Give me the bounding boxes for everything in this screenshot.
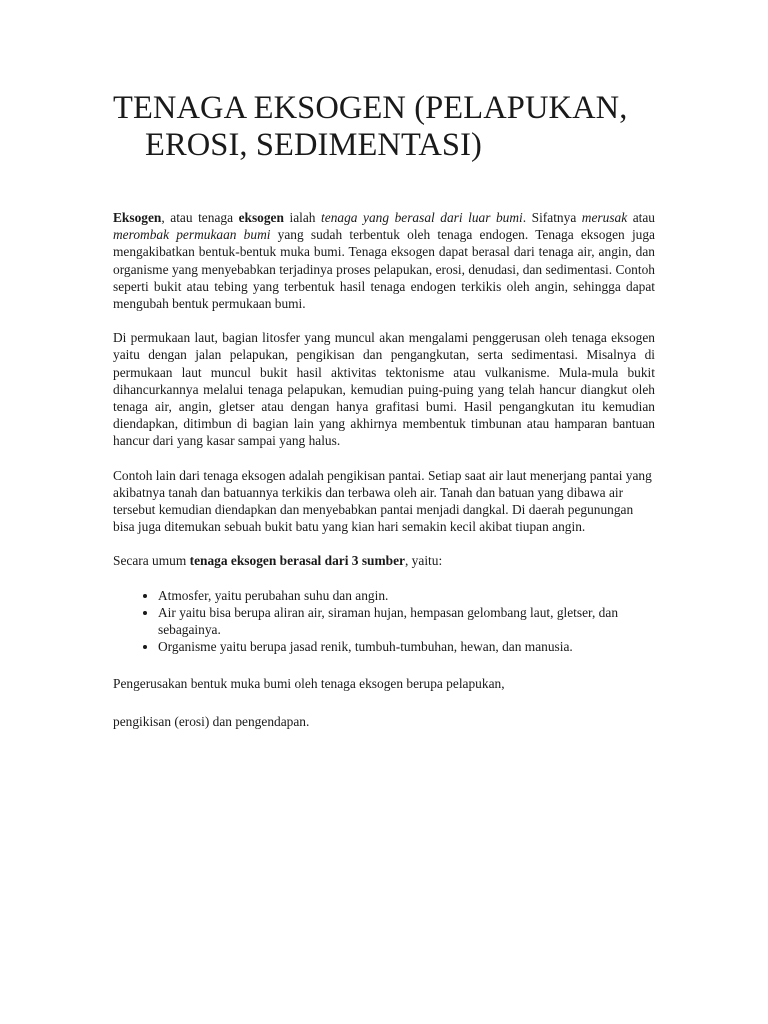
paragraph-1: Eksogen, atau tenaga eksogen ialah tenaga yang berasal dari luar bumi. Sifatnya merusak atau merombak permukaan bumi yang sudah terbentuk oleh tenaga endogen. Tenaga eksogen juga mengakibatkan bentuk-bentuk muka bumi. Tenaga eksogen dapat berasal dari tenaga air, angin, dan organisme yang menyebabkan terjadinya proses pelapukan, erosi, denudasi, dan sedimentasi. Contoh seperti bukit atau tebing yang terbentuk hasil tenaga endogen terkikis oleh angin, sehingga dapat mengubah bentuk permukaan bumi. — [113, 210, 656, 312]
term-eksogen: Eksogen — [113, 210, 162, 225]
title-line-2: EROSI, SEDIMENTASI) — [145, 127, 482, 163]
paragraph-5: Pengerusakan bentuk muka bumi oleh tenaga eksogen berupa pelapukan, — [113, 676, 505, 692]
list-item: • Organisme yaitu berupa jasad renik, tumbuh-tumbuhan, hewan, dan manusia. — [158, 638, 655, 655]
term-eksogen-2: eksogen — [238, 210, 284, 225]
page-title — [113, 90, 673, 164]
paragraph-4: Secara umum tenaga eksogen berasal dari 3 sumber, yaitu: — [113, 553, 443, 569]
list-item: • Atmosfer, yaitu perubahan suhu dan angin. — [158, 587, 655, 604]
title-line-1: TENAGA EKSOGEN (PELAPUKAN, — [113, 90, 628, 126]
paragraph-3: Contoh lain dari tenaga eksogen adalah pengikisan pantai. Setiap saat air laut menerjang pantai yang akibatnya tanah dan batuannya terkikis dan terbawa oleh air. Tanah dan batuan yang dibawa air tersebut kemudian diendapkan dan menyebabkan pantai menjadi dangkal. Di daerah pegunungan bisa juga ditemukan sebuah bukit batu yang kian hari semakin kecil akibat tiupan angin. — [113, 467, 652, 535]
paragraph-6: pengikisan (erosi) dan pengendapan. — [113, 713, 310, 729]
definition-italic: tenaga yang berasal dari luar bumi — [321, 210, 523, 225]
document-body — [113, 209, 655, 747]
sources-emphasis: tenaga eksogen berasal dari 3 sumber — [189, 553, 405, 569]
paragraph-2: Di permukaan laut, bagian litosfer yang muncul akan mengalami penggerusan oleh tenaga eksogen yaitu dengan jalan pelapukan, pengikisan dan pengangkutan, serta sedimentasi. Misalnya di permukaan laut muncul bukit hasil aktivitas tektonisme atau vulkanisme. Mula-mula bukit dihancurkannya melalui tenaga pelapukan, kemudian puing-puing yang telah hancur diangkut oleh tenaga air, angin, gletser atau dengan hanya grafitasi bumi. Hasil pengangkutan itu kemudian diendapkan, ditimbun di bagian lain yang akhirnya membentuk timbunan atau hamparan bantuan hancur dari yang kasar sampai yang halus. — [113, 330, 655, 449]
list-item: • Air yaitu bisa berupa aliran air, siraman hujan, hempasan gelombang laut, gletser, dan sebagainya. — [158, 604, 655, 638]
sources-list — [113, 587, 655, 656]
